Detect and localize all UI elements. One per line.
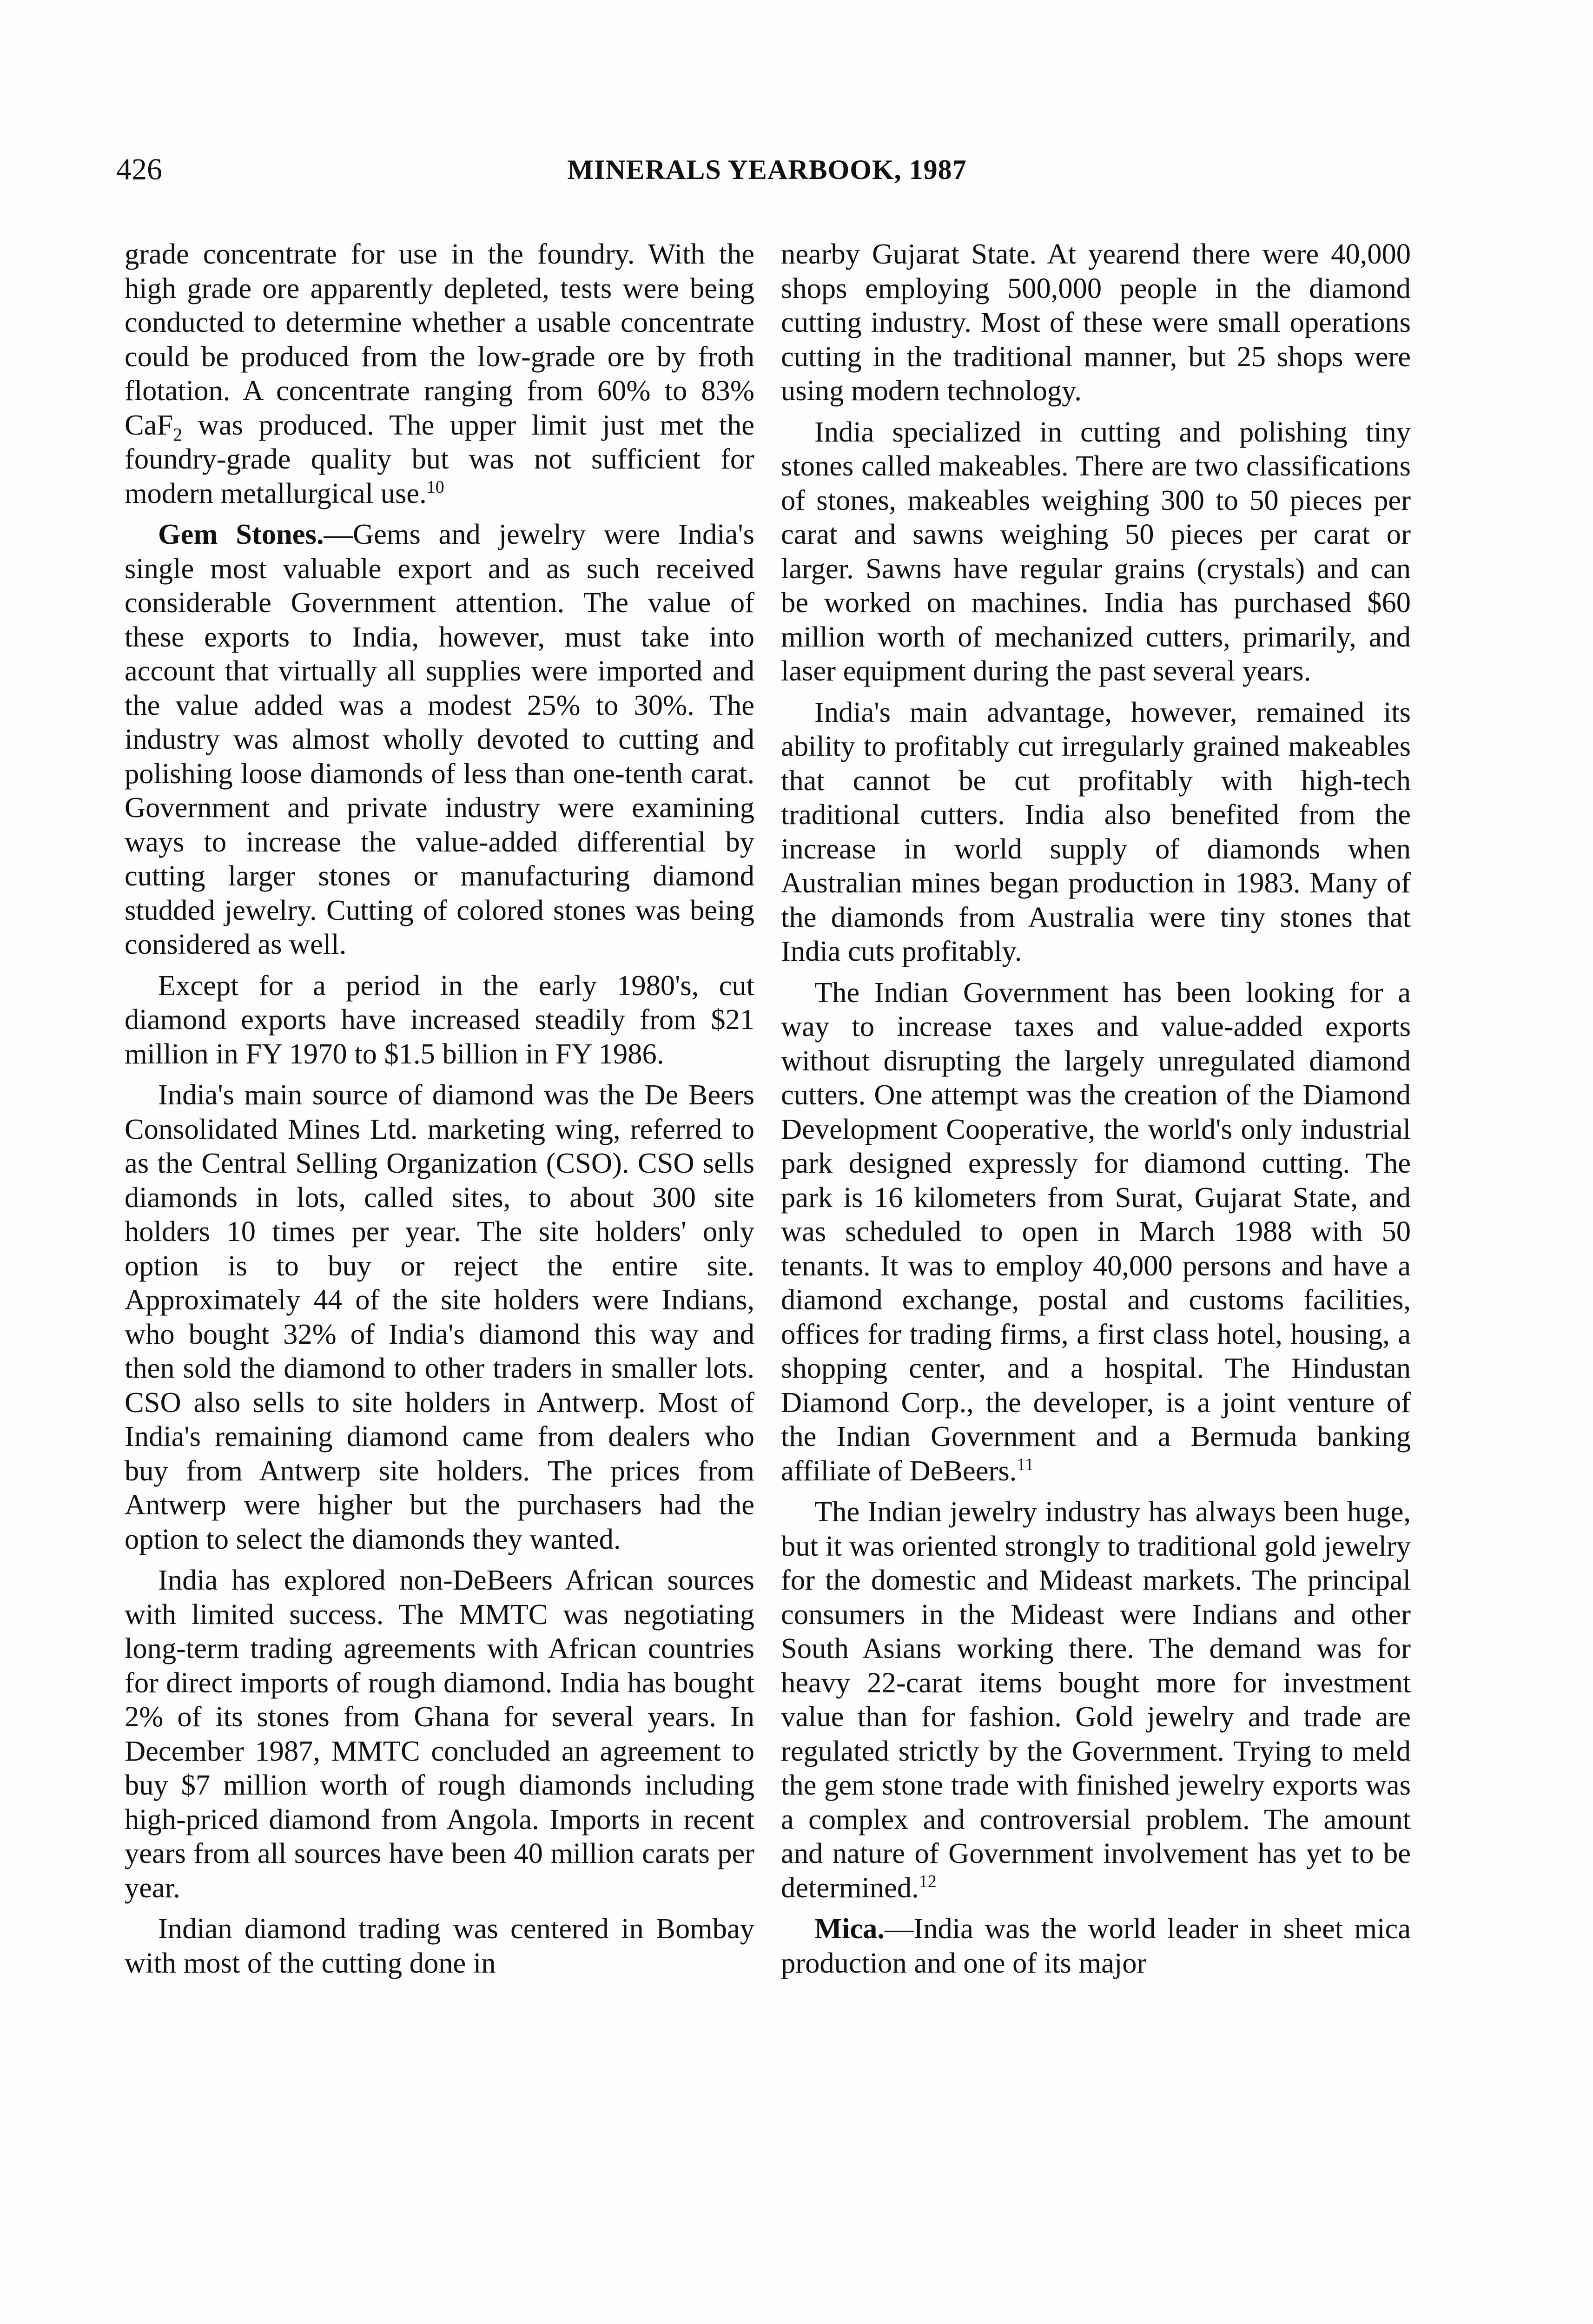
paragraph-text: —India was the world leader in sheet mica production and one of its major bbox=[781, 1912, 1411, 1979]
paragraph-diamond-exports: Except for a period in the early 1980's, cut diamond exports have increased steadily from $21 million in FY 1970 to $1.5 billion in FY 1986. bbox=[125, 969, 754, 1070]
paragraph-india-advantage: India's main advantage, however, remained its ability to profitably cut irregularly grained makeables that cannot be cut profitably with high-tech traditional cutters. India also benefited from the increase in world supply of diamonds when Australian mines began production in 1983. Many of the diamonds from Australia were tiny stones that India cuts profitably. bbox=[781, 695, 1411, 967]
section-heading-mica: Mica. bbox=[814, 1912, 885, 1945]
paragraph-diamond-sources: India's main source of diamond was the De Beers Consolidated Mines Ltd. marketing wing, referred to as the Central Selling Organization (CSO). CSO sells diamonds in lots, called sites, to about 300 site holders 10 times per year. The site holders' only option is to buy or reject the entire site. Approximately 44 of the site holders were Indians, who bought 32% of India's diamond this way and then sold the diamond to other traders in smaller lots. CSO also sells to site holders in Antwerp. Most of India's remaining diamond came from dealers who buy from Antwerp site holders. The prices from Antwerp were higher but the purchasers had the option to select the diamonds they wanted. bbox=[125, 1078, 754, 1555]
footnote-marker: 11 bbox=[1017, 1454, 1034, 1474]
page-number: 426 bbox=[116, 152, 162, 186]
paragraph-mica bbox=[781, 1912, 1411, 1980]
footnote-marker: 10 bbox=[426, 477, 444, 497]
paragraph-gem-stones bbox=[125, 517, 754, 962]
paragraph-text: The Indian Government has been looking for a way to increase taxes and value-added exports without disrupting the largely unregulated diamond cutters. One attempt was the creation of the Diamond Development Cooperative, the world's only industrial park designed expressly for diamond cutting. The park is 16 kilometers from Surat, Gujarat State, and was scheduled to open in March 1988 with 50 tenants. It was to employ 40,000 persons and have a diamond exchange, postal and customs facilities, offices for trading firms, a first class hotel, housing, a shopping center, and a hospital. The Hindustan Diamond Corp., the developer, is a joint venture of the Indian Government and a Bermuda banking affiliate of DeBeers. bbox=[781, 976, 1411, 1487]
paragraph-text: The Indian jewelry industry has always been huge, but it was oriented strongly to traditional gold jewelry for the domestic and Mideast markets. The principal consumers in the Mideast were Indians and other South Asians working there. The demand was for heavy 22-carat items bought more for investment value than for fashion. Gold jewelry and trade are regulated strictly by the Government. Trying to meld the gem stone trade with finished jewelry exports was a complex and controversial problem. The amount and nature of Government involvement has yet to be determined. bbox=[781, 1495, 1411, 1904]
paragraph-gujarat-shops: nearby Gujarat State. At yearend there were 40,000 shops employing 500,000 people in the diamond cutting industry. Most of these were small operations cutting in the traditional manner, but 25 shops were using modern technology. bbox=[781, 238, 1411, 407]
page-header bbox=[116, 149, 1418, 191]
paragraph-fluorspar-continued bbox=[125, 237, 754, 510]
paragraph-diamond-trading: Indian diamond trading was centered in Bombay with most of the cutting done in bbox=[125, 1912, 754, 1979]
paragraph-african-sources: India has explored non-DeBeers African sources with limited success. The MMTC was negotiating long-term trading agreements with African countries for direct imports of rough diamond. India has bought 2% of its stones from Ghana for several years. In December 1987, MMTC concluded an agreement to buy $7 million worth of rough diamonds including high-priced diamond from Angola. Imports in recent years from all sources have been 40 million carats per year. bbox=[125, 1564, 754, 1904]
paragraph-text: grade concentrate for use in the foundry. With the high grade ore apparently depleted, tests were being conducted to determine whether a usable concentrate could be produced from the low-grade ore by froth flotation. A concentrate ranging from 60% to 83% CaF bbox=[125, 238, 754, 441]
paragraph-makeables: India specialized in cutting and polishing tiny stones called makeables. There are two classifications of stones, makeables weighing 300 to 50 pieces per carat and sawns weighing 50 pieces per carat or larger. Sawns have regular grains (crystals) and can be worked on machines. India has purchased $60 million worth of mechanized cutters, primarily, and laser equipment during the past several years. bbox=[781, 415, 1411, 687]
paragraph-jewelry-industry bbox=[781, 1495, 1411, 1905]
left-column bbox=[125, 237, 754, 1987]
section-heading-gem-stones: Gem Stones. bbox=[158, 518, 324, 550]
paragraph-text: was produced. The upper limit just met the foundry-grade quality but was not sufficient for modern metallurgical use. bbox=[125, 408, 754, 509]
paragraph-text: —Gems and jewelry were India's single most valuable export and as such received considerable Government attention. The value of these exports to India, however, must take into account that virtually all supplies were imported and the value added was a modest 25% to 30%. The industry was almost wholly devoted to cutting and polishing loose diamonds of less than one-tenth carat. Government and private industry were examining ways to increase the value-added differential by cutting larger stones or manufacturing diamond studded jewelry. Cutting of colored stones was being considered as well. bbox=[125, 518, 754, 960]
right-column bbox=[781, 237, 1411, 1987]
chemical-subscript: 2 bbox=[173, 424, 183, 445]
footnote-marker: 12 bbox=[919, 1871, 937, 1891]
paragraph-government-park bbox=[781, 976, 1411, 1488]
running-title: MINERALS YEARBOOK, 1987 bbox=[567, 154, 967, 185]
